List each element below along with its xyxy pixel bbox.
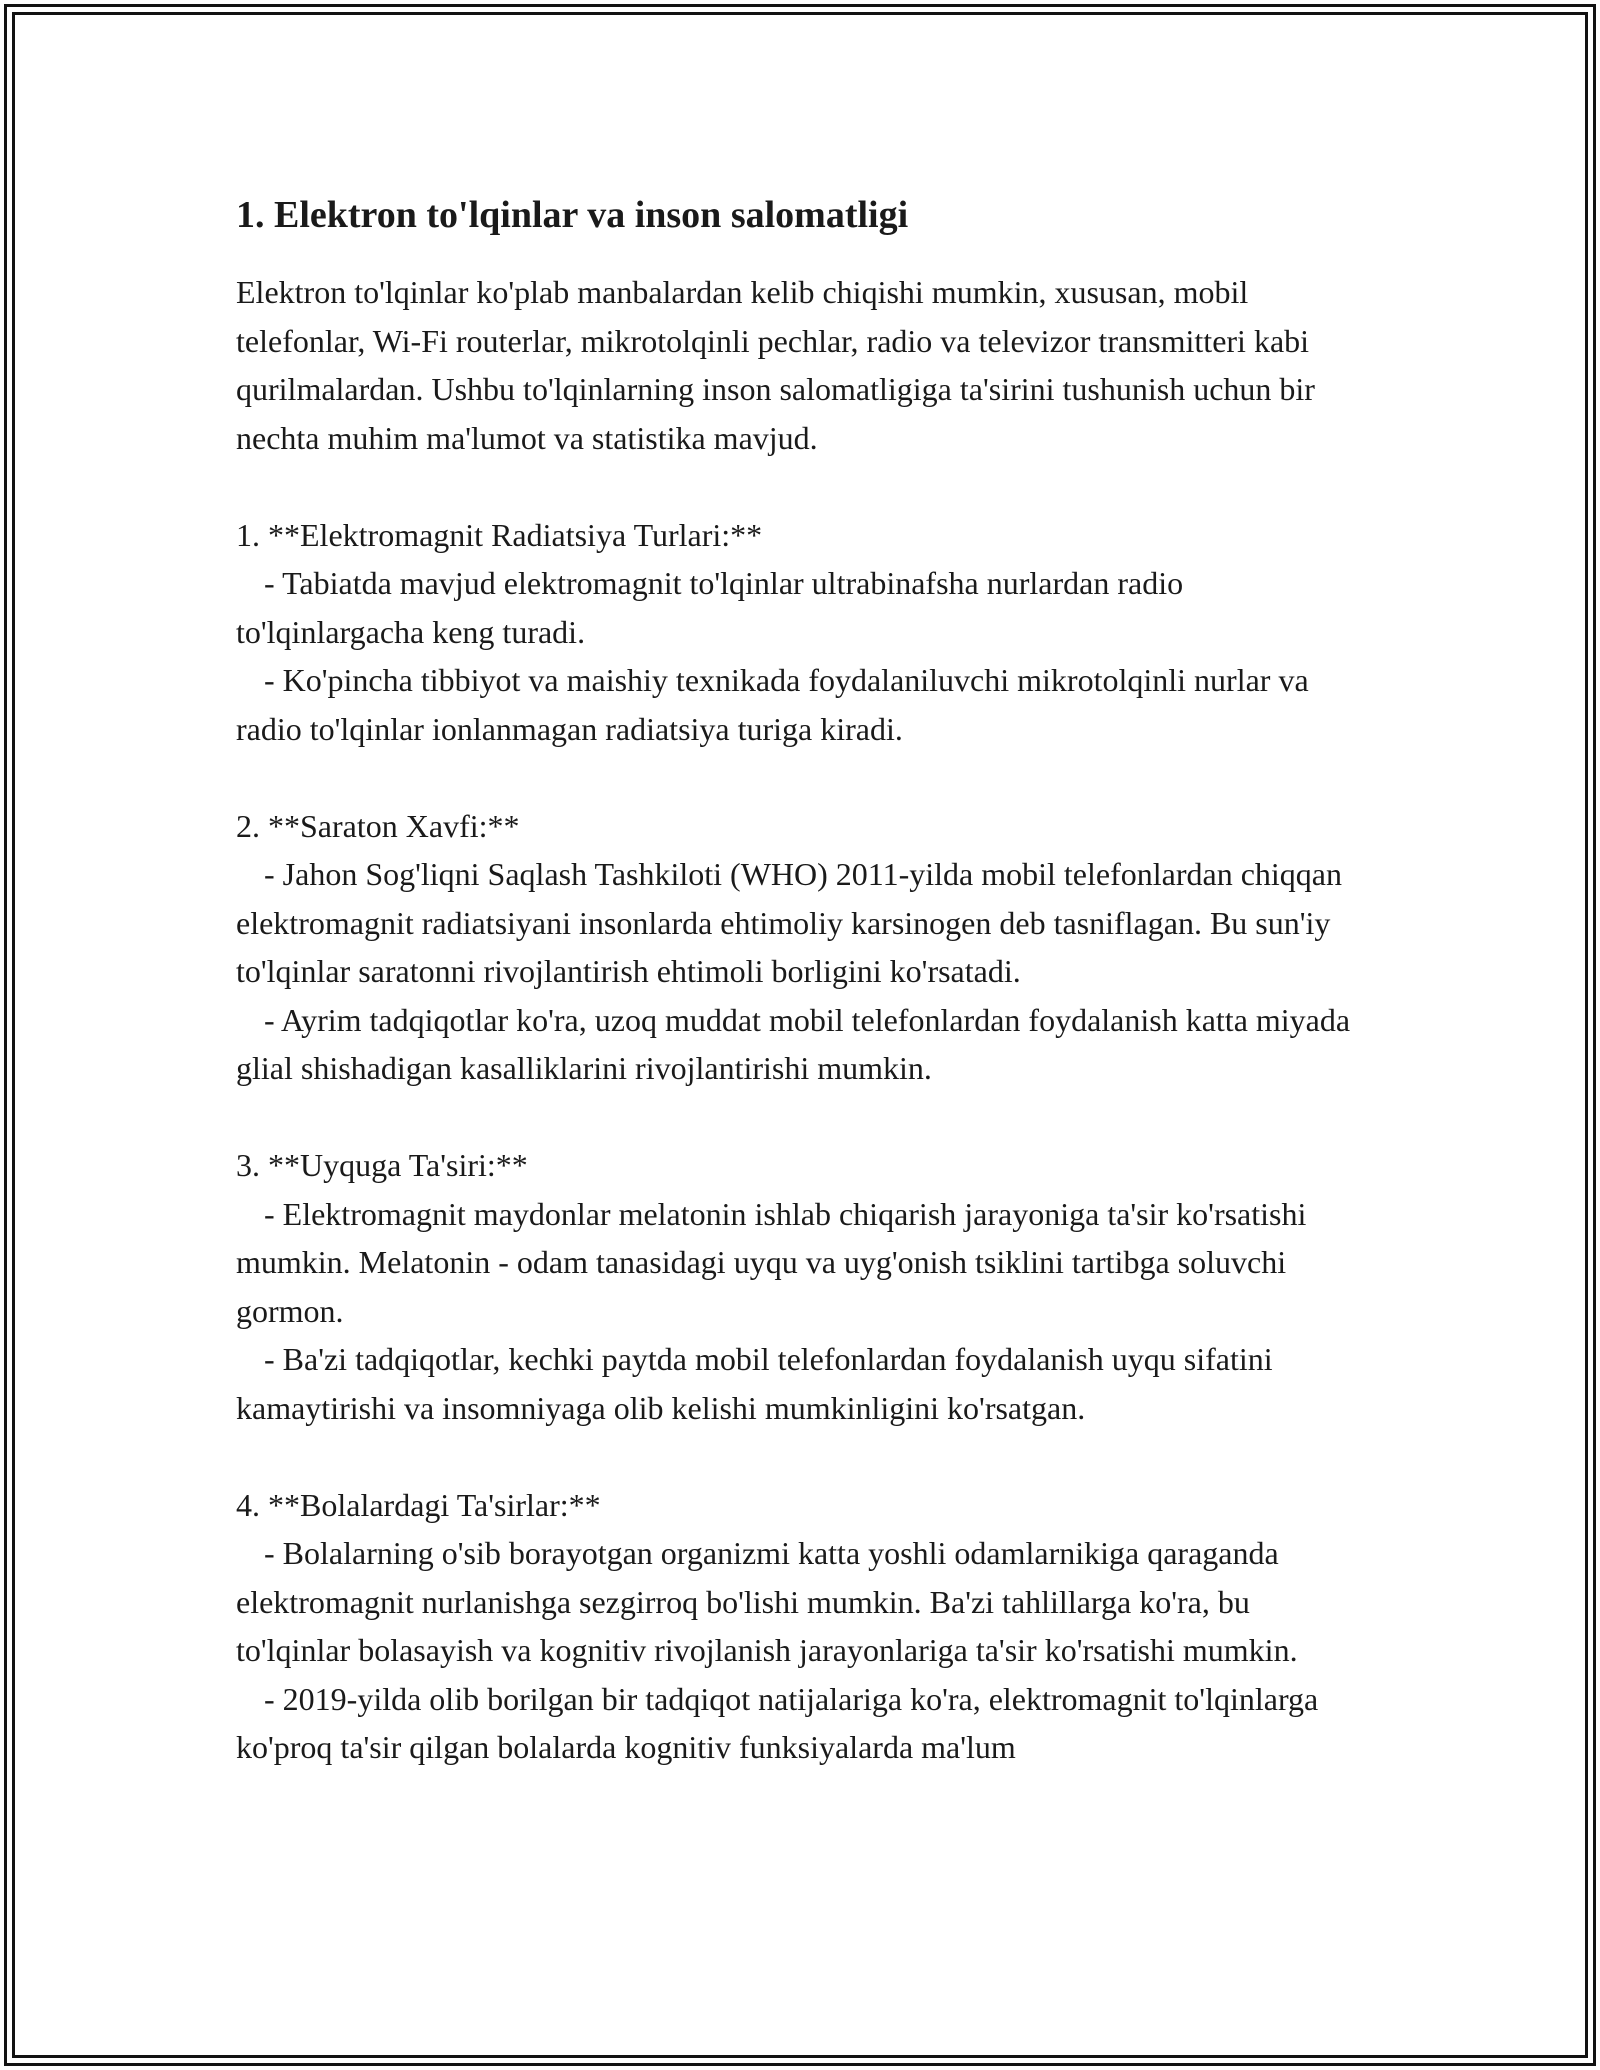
section-heading: 1. **Elektromagnit Radiatsiya Turlari:**	[236, 516, 763, 553]
section-heading: 4. **Bolalardagi Ta'sirlar:**	[236, 1486, 601, 1523]
section-bullet: - Jahon Sog'liqni Saqlash Tashkiloti (WHO) 2011-yilda mobil telefonlardan chiqqan elektromagnit radiatsiyani insonlarda ehtimoliy karsinogen deb tasniflagan. Bu sun'iy to'lqinlar saratonni rivojlantirish ehtimoli borligini ko'rsatadi.	[236, 856, 1342, 989]
section-bullet: - Ba'zi tadqiqotlar, kechki paytda mobil telefonlardan foydalanish uyqu sifatini kamaytirishi va insomniyaga olib kelishi mumkinligini ko'rsatgan.	[236, 1341, 1273, 1426]
section-bullet: - Elektromagnit maydonlar melatonin ishlab chiqarish jarayoniga ta'sir ko'rsatishi mumkin. Melatonin - odam tanasidagi uyqu va uyg'onish tsiklini tartibga soluvchi gormon.	[236, 1195, 1307, 1329]
section-child-effects	[236, 1481, 1366, 1772]
section-radiation-types	[236, 511, 1366, 754]
section-heading: 2. **Saraton Xavfi:**	[236, 807, 520, 844]
section-heading: 3. **Uyquga Ta'siri:**	[236, 1147, 528, 1183]
section-sleep-effects	[236, 1141, 1366, 1432]
document-body	[236, 186, 1366, 1772]
section-cancer-risk	[236, 802, 1366, 1093]
section-bullet: - 2019-yilda olib borilgan bir tadqiqot natijalariga ko'ra, elektromagnit to'lqinlarga ko'proq ta'sir qilgan bolalarda kognitiv funksiyalarda ma'lum	[236, 1680, 1319, 1765]
intro-paragraph: Elektron to'lqinlar ko'plab manbalardan kelib chiqishi mumkin, xususan, mobil telefonlar, Wi-Fi routerlar, mikrotolqinli pechlar, radio va televizor transmitteri kabi qurilmalardan. Ushbu to'lqinlarning inson salomatligiga ta'sirini tushunish uchun bir nechta muhim ma'lumot va statistika mavjud.	[236, 274, 1315, 456]
section-bullet: - Ko'pincha tibbiyot va maishiy texnikada foydalaniluvchi mikrotolqinli nurlar va radio to'lqinlar ionlanmagan radiatsiya turiga kiradi.	[236, 662, 1309, 747]
section-bullet: - Bolalarning o'sib borayotgan organizmi katta yoshli odamlarnikiga qaraganda elektromagnit nurlanishga sezgirroq bo'lishi mumkin. Ba'zi tahlillarga ko'ra, bu to'lqinlar bolasayish va kognitiv rivojlanish jarayonlariga ta'sir ko'rsatishi mumkin.	[236, 1535, 1298, 1668]
document-title: 1. Elektron to'lqinlar va inson salomatligi	[236, 194, 909, 236]
section-bullet: - Tabiatda mavjud elektromagnit to'lqinlar ultrabinafsha nurlardan radio to'lqinlargacha keng turadi.	[236, 565, 1184, 650]
section-bullet: - Ayrim tadqiqotlar ko'ra, uzoq muddat mobil telefonlardan foydalanish katta miyada glial shishadigan kasalliklarini rivojlantirishi mumkin.	[236, 1001, 1351, 1086]
